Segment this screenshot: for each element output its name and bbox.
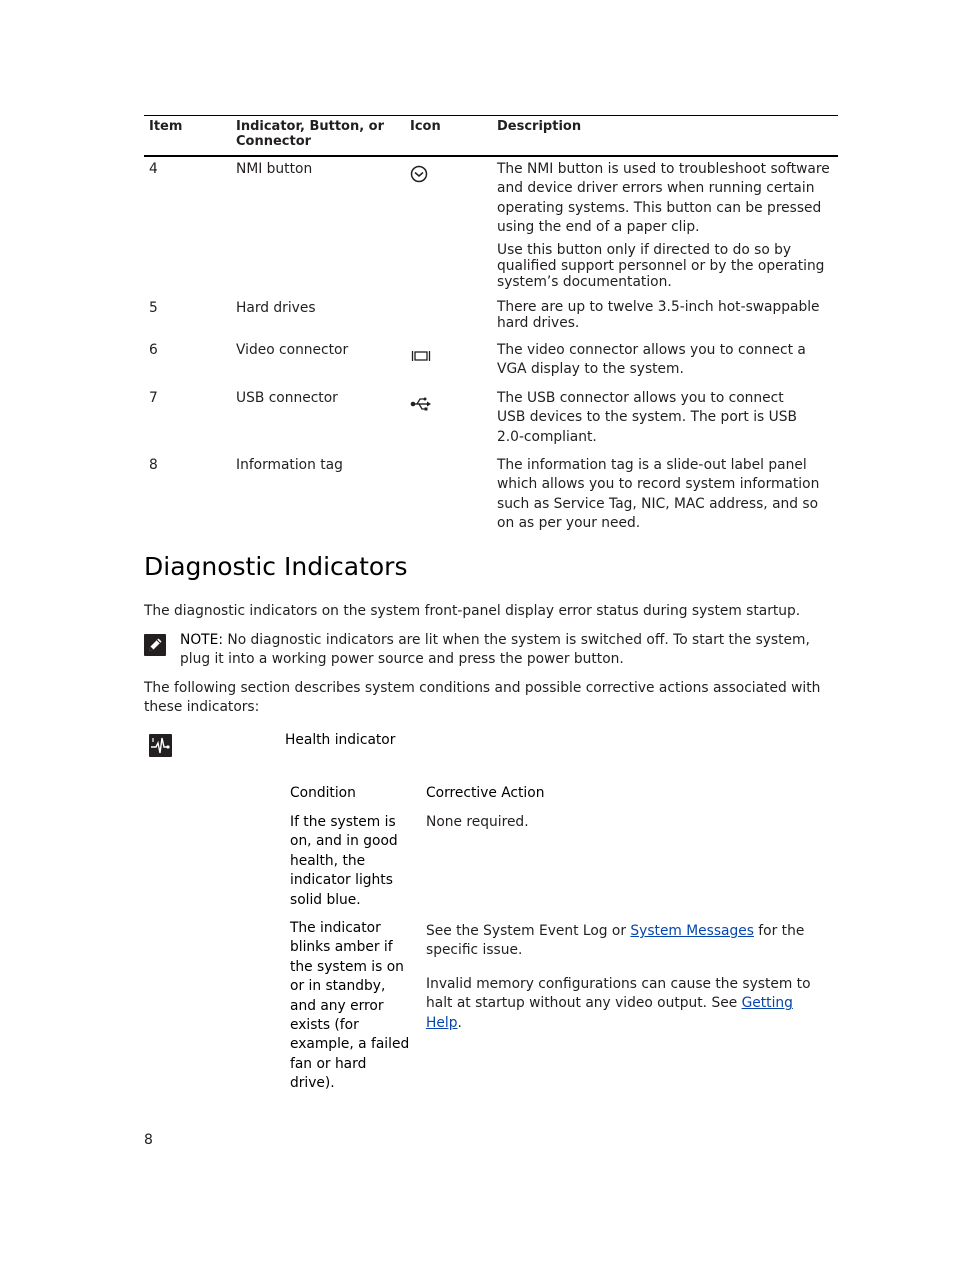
row-item-number: 6	[149, 342, 158, 358]
header-description: Description	[497, 119, 582, 134]
row-description: The NMI button is used to troubleshoot software and device driver errors when running certain operating systems. This button can be pressed using the end of a paper clip.	[497, 161, 830, 236]
row-item-number: 7	[149, 390, 158, 406]
row-item-number: 4	[149, 161, 158, 177]
row-name: Hard drives	[236, 300, 316, 316]
note-pencil-icon	[144, 634, 166, 656]
page-number: 8	[144, 1132, 153, 1148]
getting-help-link[interactable]: Getting Help	[426, 995, 793, 1031]
header-item: Item	[149, 119, 183, 134]
table-header-rule	[144, 155, 838, 157]
row-description-note: Use this button only if directed to do so by qualified support personnel or by the operating system’s documentation.	[497, 242, 825, 290]
header-indicator: Indicator, Button, or Connector	[236, 119, 385, 149]
usb-icon	[410, 396, 432, 412]
condition-text: If the system is on, and in good health, the indicator lights solid blue.	[290, 814, 398, 908]
action2-text-end: .	[457, 1014, 462, 1031]
row-name: USB connector	[236, 390, 338, 406]
health-indicator-icon	[149, 734, 172, 757]
action2-text-start: Invalid memory configurations can cause the system to halt at startup without any video output. See	[426, 976, 811, 1012]
condition-header: Condition	[290, 785, 356, 801]
nmi-icon	[410, 165, 428, 183]
corrective-action-header: Corrective Action	[426, 785, 545, 801]
row-item-number: 5	[149, 300, 158, 316]
row-name: Information tag	[236, 457, 343, 473]
corrective-action-text-2	[426, 975, 826, 1033]
action-text-end: for the specific issue.	[426, 923, 805, 959]
row-description: The information tag is a slide-out label panel which allows you to record system information such as Service Tag, NIC, MAC address, and so on as per your need.	[497, 457, 820, 532]
following-paragraph: The following section describes system conditions and possible corrective actions associated with these indicators:	[144, 680, 821, 716]
corrective-action-text	[426, 922, 821, 961]
table-top-rule	[144, 115, 838, 116]
section-heading: Diagnostic Indicators	[144, 552, 408, 581]
header-icon: Icon	[410, 119, 441, 134]
row-item-number: 8	[149, 457, 158, 473]
health-indicator-title: Health indicator	[285, 732, 396, 748]
row-description: There are up to twelve 3.5-inch hot-swappable hard drives.	[497, 299, 820, 331]
system-messages-link[interactable]: System Messages	[630, 923, 754, 939]
action-text-start: See the System Event Log or	[426, 923, 631, 939]
note-text	[180, 631, 840, 670]
note-label: NOTE:	[180, 632, 223, 648]
row-name: NMI button	[236, 161, 313, 177]
row-description: The USB connector allows you to connect USB devices to the system. The port is USB 2.0-compliant.	[497, 390, 797, 445]
row-description: The video connector allows you to connect a VGA display to the system.	[497, 342, 806, 378]
video-connector-icon	[411, 350, 431, 362]
condition-text: The indicator blinks amber if the system is on or in standby, and any error exists (for example, a failed fan or hard drive).	[290, 920, 410, 1092]
row-name: Video connector	[236, 342, 349, 358]
note-body: No diagnostic indicators are lit when the system is switched off. To start the system, plug it into a working power source and press the power button.	[180, 632, 810, 668]
corrective-action-text: None required.	[426, 814, 529, 830]
intro-paragraph: The diagnostic indicators on the system front-panel display error status during system startup.	[144, 603, 801, 619]
